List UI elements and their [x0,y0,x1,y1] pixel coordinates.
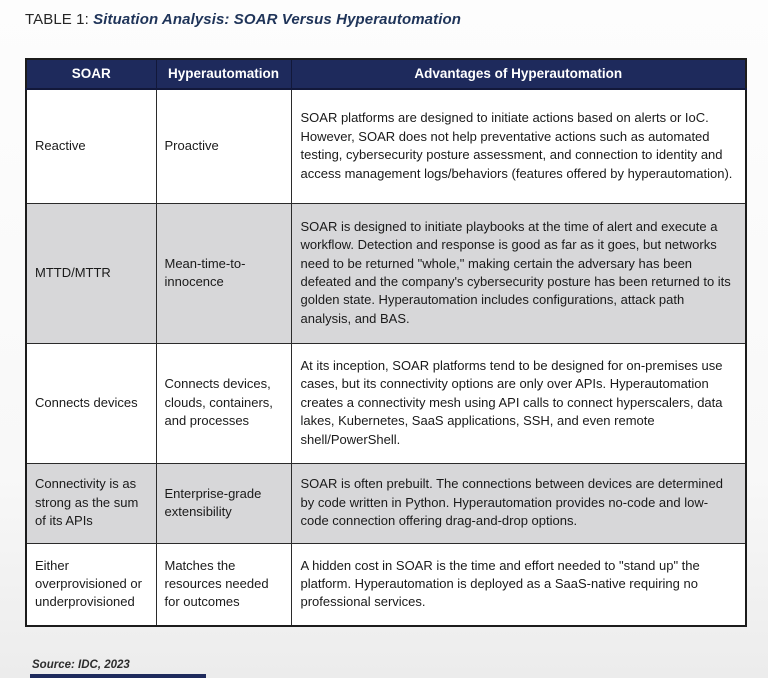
hyperautomation-cell: Proactive [156,89,291,203]
source-note: Source: IDC, 2023 [32,659,130,671]
table-row [26,543,746,626]
hyperautomation-cell: Matches the resources needed for outcomes [156,543,291,626]
advantage-cell: SOAR is designed to initiate playbooks at the time of alert and execute a workflow. Detection and response is good as far as it goes, but networks need to be returned "whole," making certain the adversary has been defeated and the company's cybersecurity posture has been returned to its golden state. Hyperautomation includes configurations, attack path analysis, and BAS. [291,203,746,343]
table-title-prefix: TABLE 1: [25,11,94,28]
column-header-advantages: Advantages of Hyperautomation [291,59,746,89]
table-row [26,463,746,543]
soar-cell: Reactive [26,89,156,203]
cropped-bottom-bar [30,674,206,678]
column-header-soar: SOAR [26,59,156,89]
hyperautomation-cell: Enterprise-grade extensibility [156,463,291,543]
table-title [25,11,461,28]
table-row [26,343,746,463]
advantage-cell: A hidden cost in SOAR is the time and effort needed to "stand up" the platform. Hyperautomation is deployed as a SaaS-native requiring no professional services. [291,543,746,626]
hyperautomation-cell: Mean-time-to-innocence [156,203,291,343]
table-row [26,89,746,203]
advantage-cell: SOAR is often prebuilt. The connections between devices are determined by code written in Python. Hyperautomation provides no-code and low-code connection offering drag-and-drop options. [291,463,746,543]
hyperautomation-cell: Connects devices, clouds, containers, and processes [156,343,291,463]
soar-cell: Either overprovisioned or underprovisioned [26,543,156,626]
soar-cell: MTTD/MTTR [26,203,156,343]
advantage-cell: SOAR platforms are designed to initiate actions based on alerts or IoC. However, SOAR does not help preventative actions such as automated testing, cybersecurity posture assessment, and connection to identity and access management logs/behaviors (features offered by hyperautomation). [291,89,746,203]
table-row [26,203,746,343]
advantage-cell: At its inception, SOAR platforms tend to be designed for on-premises use cases, but its connectivity options are only over APIs. Hyperautomation creates a connectivity mesh using API calls to connect hyperscalers, data lakes, Kubernetes, SaaS applications, SSH, and even remote shell/PowerShell. [291,343,746,463]
soar-cell: Connectivity is as strong as the sum of its APIs [26,463,156,543]
column-header-hyperautomation: Hyperautomation [156,59,291,89]
table-title-emphasis: Situation Analysis: SOAR Versus Hyperautomation [93,11,461,28]
soar-cell: Connects devices [26,343,156,463]
table-header-row [26,59,746,89]
comparison-table [25,58,747,627]
